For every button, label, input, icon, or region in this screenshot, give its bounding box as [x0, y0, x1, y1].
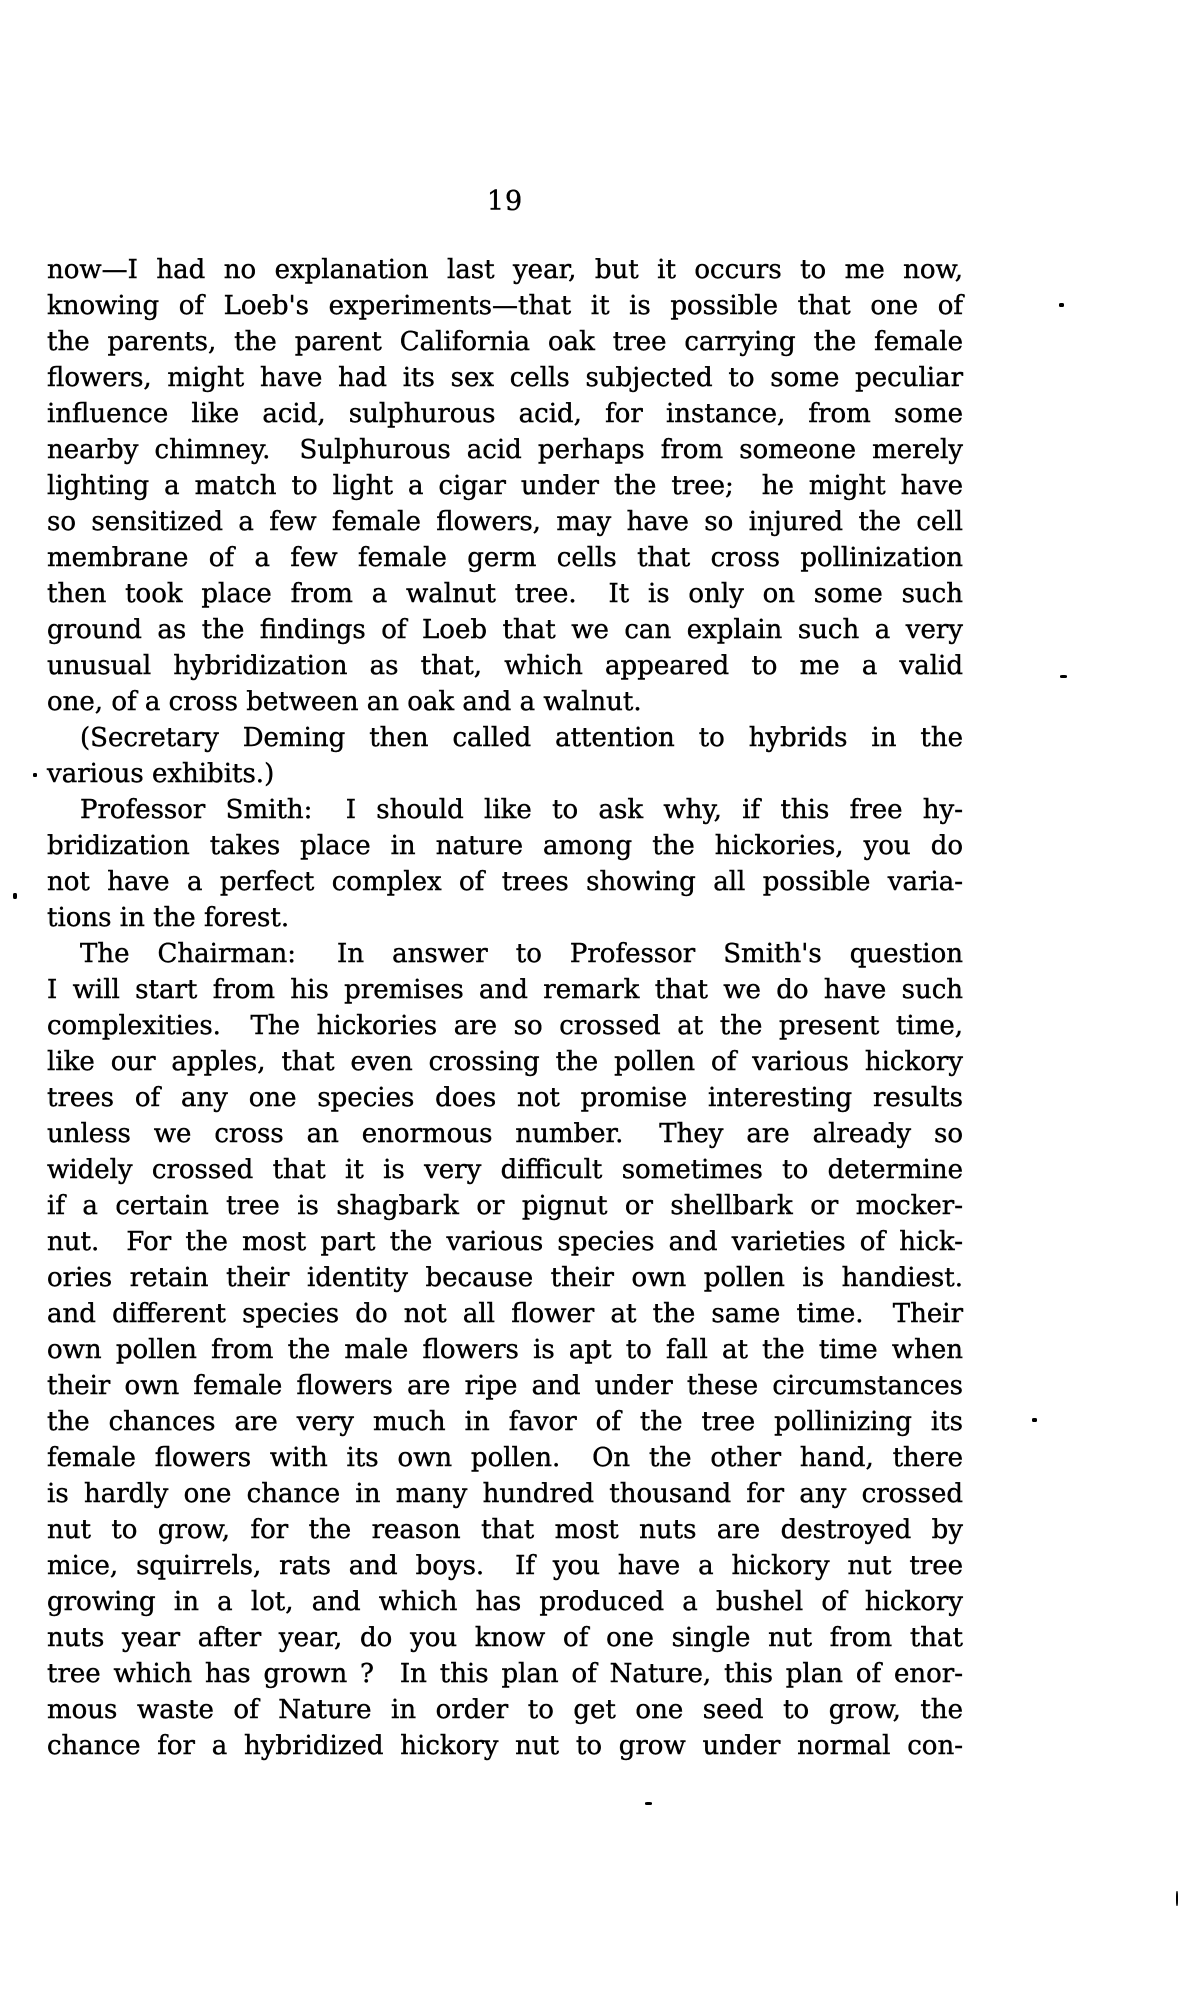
text-line: bridization takes place in nature among the hickories, you do — [47, 831, 963, 861]
text-line: Professor Smith: I should like to ask why, if this free hy- — [80, 795, 963, 825]
text-line: nut. For the most part the various species and varieties of hick- — [47, 1227, 963, 1257]
text-line: is hardly one chance in many hundred thousand for any crossed — [47, 1479, 963, 1509]
text-line: if a certain tree is shagbark or pignut or shellbark or mocker- — [47, 1191, 963, 1221]
text-line: ories retain their identity because their own pollen is handiest. — [47, 1263, 963, 1293]
text-line: various exhibits.) — [47, 759, 275, 789]
text-line: (Secretary Deming then called attention to hybrids in the — [80, 723, 963, 753]
scan-speck-artifact — [13, 893, 17, 899]
text-line: membrane of a few female germ cells that cross pollinization — [47, 543, 963, 573]
text-line: like our apples, that even crossing the pollen of various hickory — [47, 1047, 963, 1077]
text-line: knowing of Loeb's experiments—that it is possible that one of — [47, 291, 963, 321]
text-line: the parents, the parent California oak tree carrying the female — [47, 327, 963, 357]
scan-speck-artifact — [33, 773, 37, 777]
text-line: own pollen from the male flowers is apt to fall at the time when — [47, 1335, 963, 1365]
text-line: ground as the findings of Loeb that we can explain such a very — [47, 615, 963, 645]
text-line: their own female flowers are ripe and under these circumstances — [47, 1371, 963, 1401]
page-text — [47, 252, 963, 1764]
text-line: unusual hybridization as that, which appeared to me a valid — [47, 651, 963, 681]
text-line: mice, squirrels, rats and boys. If you have a hickory nut tree — [47, 1551, 963, 1581]
text-line: now—I had no explanation last year, but it occurs to me now, — [47, 255, 963, 285]
text-line: growing in a lot, and which has produced a bushel of hickory — [47, 1587, 963, 1617]
text-line: and different species do not all flower at the same time. Their — [47, 1299, 963, 1329]
text-line: nuts year after year, do you know of one single nut from that — [47, 1623, 963, 1653]
text-line: one, of a cross between an oak and a walnut. — [47, 687, 642, 717]
text-line: then took place from a walnut tree. It is only on some such — [47, 579, 963, 609]
text-line: flowers, might have had its sex cells subjected to some peculiar — [47, 363, 963, 393]
text-line: tree which has grown ? In this plan of Nature, this plan of enor- — [47, 1659, 963, 1689]
text-line: chance for a hybridized hickory nut to grow under normal con- — [47, 1731, 963, 1761]
text-line: complexities. The hickories are so crossed at the present time, — [47, 1011, 963, 1041]
text-line: so sensitized a few female flowers, may have so injured the cell — [47, 507, 963, 537]
text-line: mous waste of Nature in order to get one seed to grow, the — [47, 1695, 963, 1725]
text-line: trees of any one species does not promise interesting results — [47, 1083, 963, 1113]
text-line: I will start from his premises and remark that we do have such — [47, 975, 963, 1005]
page-number: 19 — [486, 186, 524, 217]
text-line: influence like acid, sulphurous acid, for instance, from some — [47, 399, 963, 429]
text-line: tions in the forest. — [47, 903, 290, 933]
scan-speck-artifact — [1060, 675, 1067, 678]
text-line: unless we cross an enormous number. They are already so — [47, 1119, 963, 1149]
text-line: The Chairman: In answer to Professor Smith's question — [80, 939, 963, 969]
text-line: the chances are very much in favor of the tree pollinizing its — [47, 1407, 963, 1437]
text-line: widely crossed that it is very difficult sometimes to determine — [47, 1155, 963, 1185]
text-line: female flowers with its own pollen. On the other hand, there — [47, 1443, 963, 1473]
scan-speck-artifact — [645, 1802, 652, 1805]
scan-speck-artifact — [1032, 1418, 1037, 1422]
text-line: nut to grow, for the reason that most nuts are destroyed by — [47, 1515, 963, 1545]
text-line: not have a perfect complex of trees showing all possible varia- — [47, 867, 963, 897]
scan-speck-artifact — [1176, 1891, 1178, 1906]
text-line: nearby chimney. Sulphurous acid perhaps from someone merely — [47, 435, 963, 465]
scan-speck-artifact — [1059, 303, 1064, 307]
text-line: lighting a match to light a cigar under the tree; he might have — [47, 471, 963, 501]
